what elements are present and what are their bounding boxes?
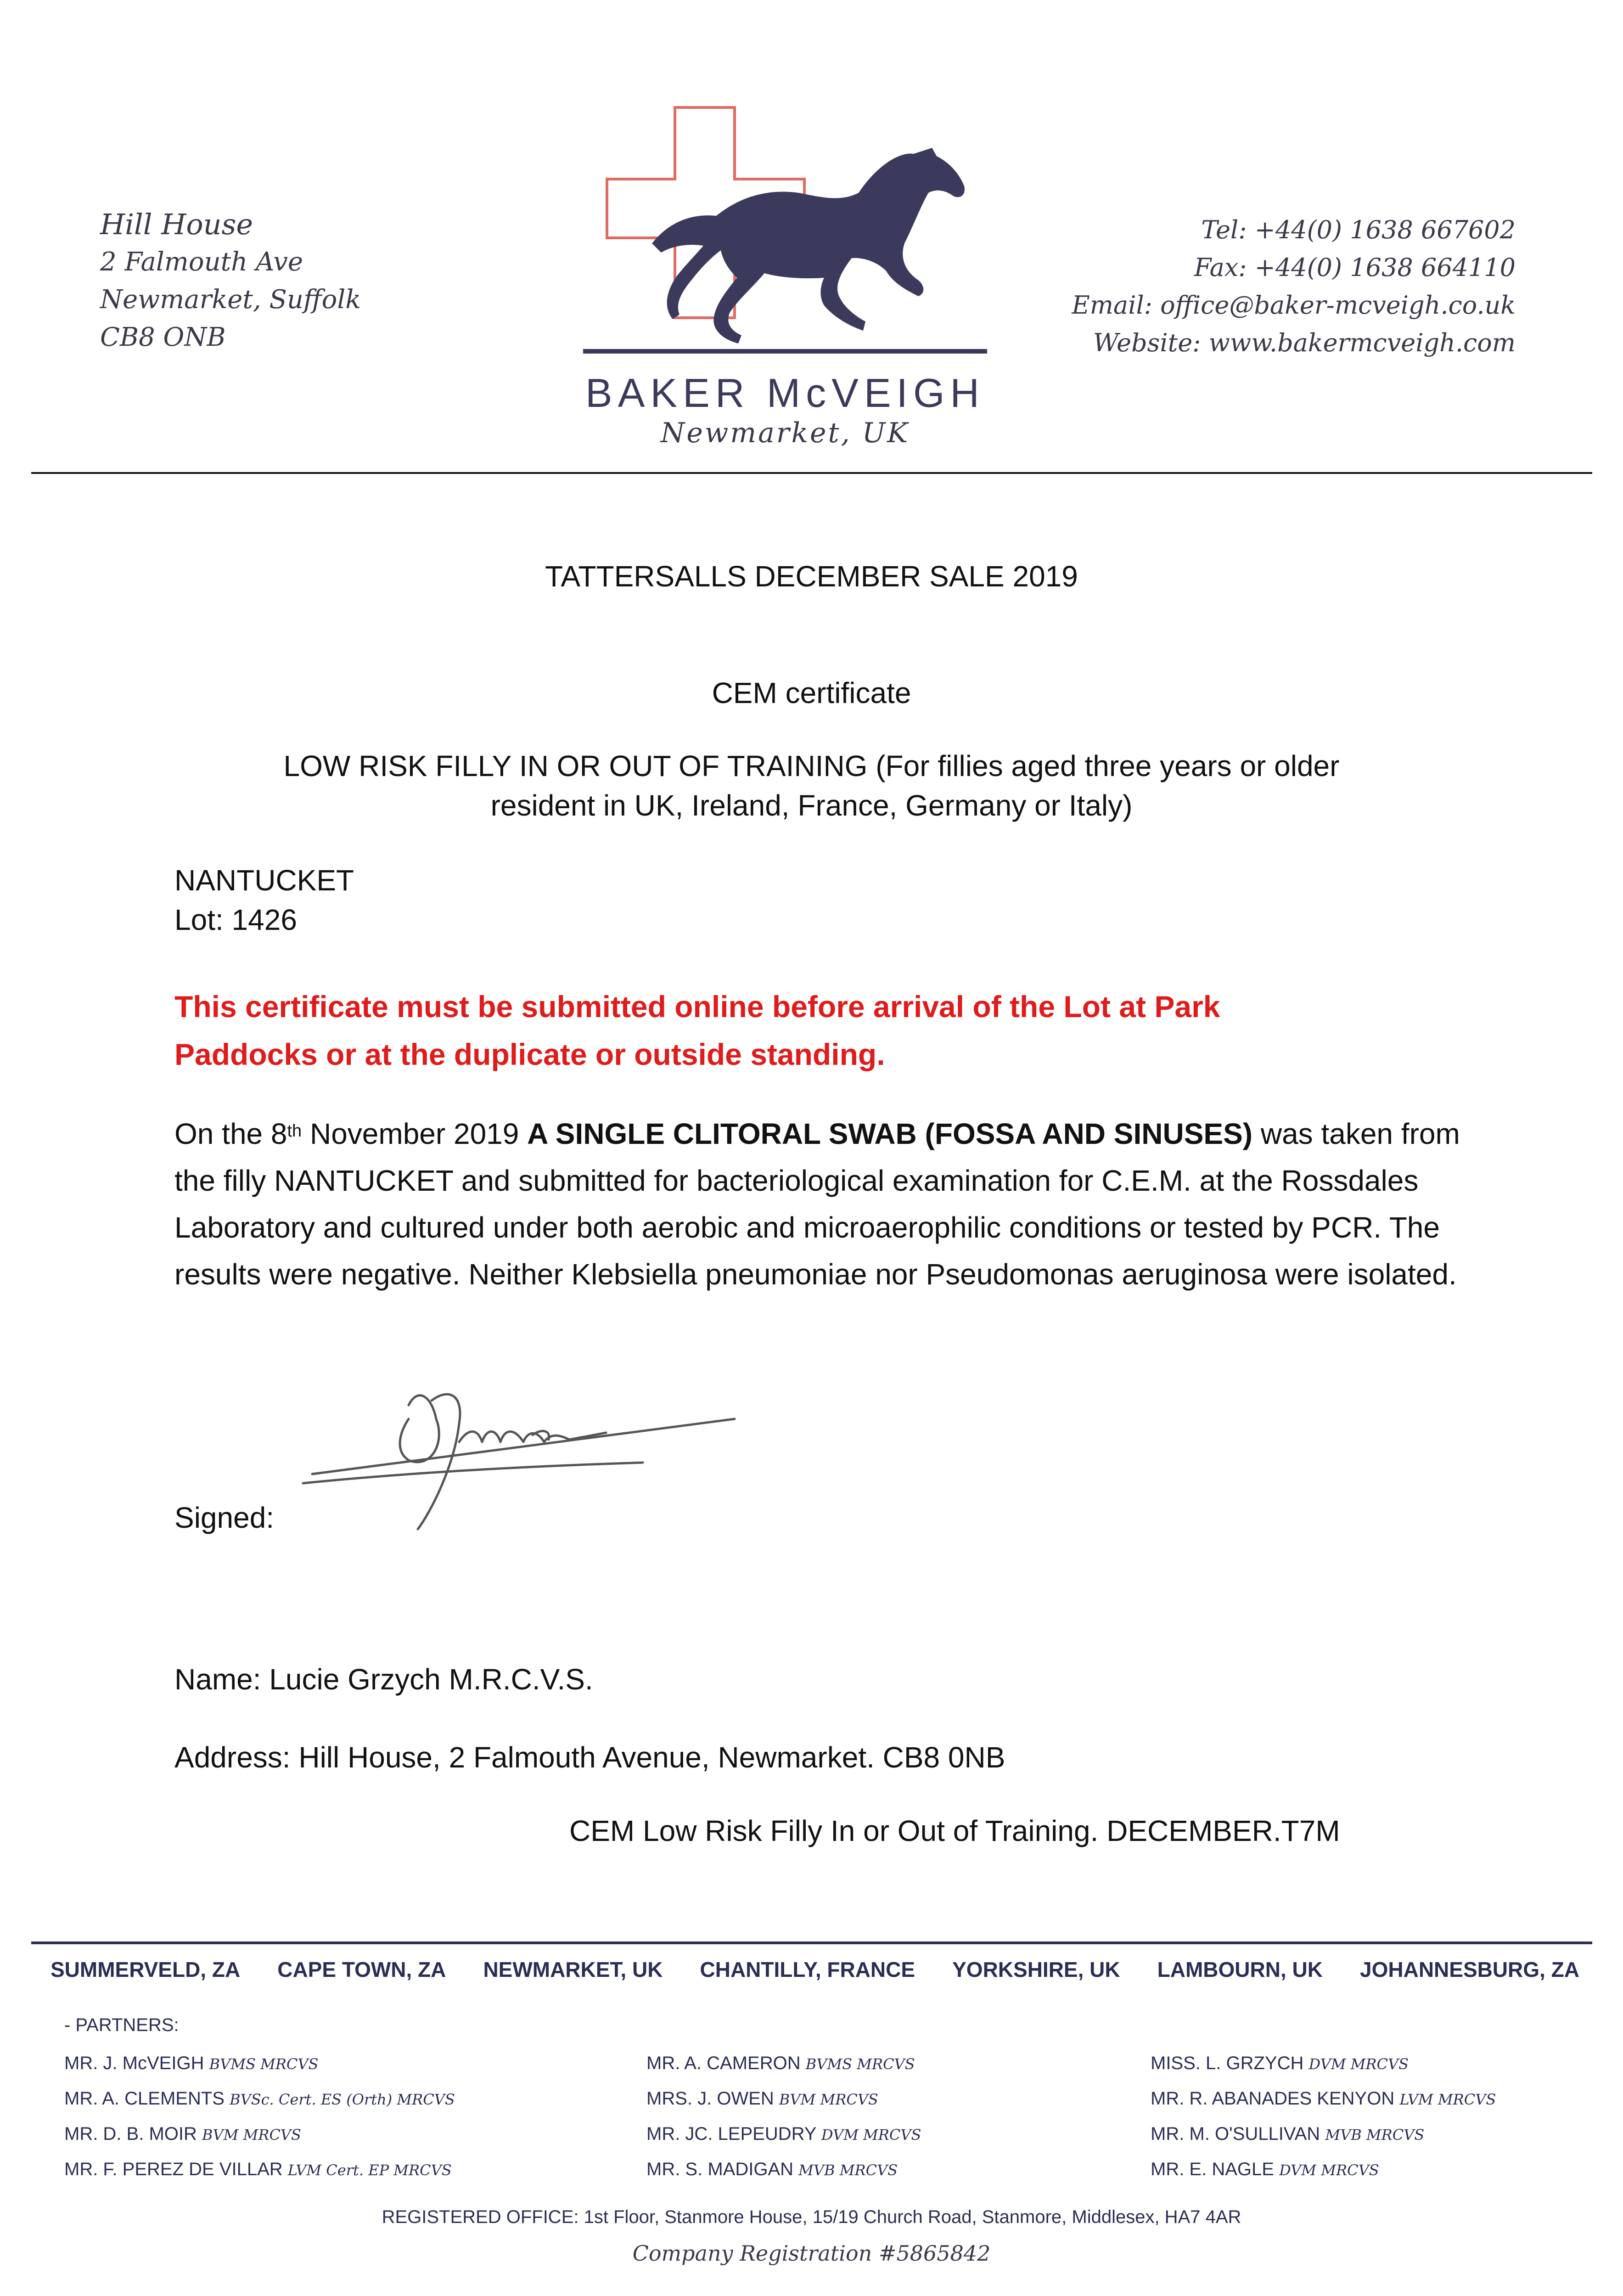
partner-qualifications: BVSc. Cert. ES (Orth) MRCVS <box>230 2091 455 2108</box>
partner-entry <box>646 2152 921 2188</box>
office-location: CAPE TOWN, ZA <box>277 1958 446 1981</box>
partner-qualifications: BVM MRCVS <box>202 2126 301 2144</box>
office-location: SUMMERVELD, ZA <box>51 1958 241 1981</box>
body-text: November 2019 <box>302 1117 528 1150</box>
partner-name: MRS. J. OWEN <box>646 2088 774 2109</box>
partner-name: MR. A. CLEMENTS <box>64 2088 225 2109</box>
office-location: LAMBOURN, UK <box>1157 1958 1323 1981</box>
body-superscript: th <box>287 1121 302 1141</box>
letterhead-contact <box>1072 211 1516 362</box>
partner-name: MR. A. CAMERON <box>646 2053 801 2073</box>
address-line: Newmarket, Suffolk <box>100 285 361 315</box>
partner-qualifications: LVM Cert. EP MRCVS <box>287 2161 452 2179</box>
lot-number: Lot: 1426 <box>174 903 297 936</box>
signatory-address: Address: Hill House, 2 Falmouth Avenue, Newmarket. CB8 0NB <box>174 1741 1005 1774</box>
partner-entry <box>1151 2152 1496 2188</box>
warning-line: This certificate must be submitted online before arrival of the Lot at Park <box>174 990 1220 1024</box>
office-locations <box>51 1957 1579 1982</box>
partner-qualifications: BVMS MRCVS <box>805 2055 915 2073</box>
logo-place: Newmarket, UK <box>660 417 910 449</box>
signed-label: Signed: <box>174 1501 275 1534</box>
partner-qualifications: LVM MRCVS <box>1399 2091 1496 2108</box>
footer-divider <box>31 1941 1592 1944</box>
certificate-title: CEM certificate <box>712 676 911 709</box>
office-location: CHANTILLY, FRANCE <box>700 1958 915 1981</box>
partner-entry <box>64 2152 455 2188</box>
partner-entry <box>646 2117 921 2152</box>
partner-qualifications: DVM MRCVS <box>1279 2161 1379 2179</box>
partner-entry <box>1151 2046 1496 2082</box>
signature-image <box>294 1359 744 1543</box>
body-bold-text: A SINGLE CLITORAL SWAB (FOSSA AND SINUSES) <box>527 1117 1253 1150</box>
partner-qualifications: MVB MRCVS <box>798 2161 898 2179</box>
body-text: On the 8 <box>174 1117 287 1150</box>
certificate-body <box>174 1110 1497 1298</box>
partner-qualifications: MVB MRCVS <box>1325 2126 1425 2144</box>
tel-line: Tel: +44(0) 1638 667602 <box>1201 215 1516 244</box>
handwritten-signature-icon <box>294 1359 744 1543</box>
body-text: was taken from the filly NANTUCKET and submitted for bacteriological examination for C.E.M. at the Rossdales Laboratory and cultured under both aerobic and microaerophilic conditions or tested by PCR. The results were negative. Neither Klebsiella pneumoniae nor Pseudomonas aeruginosa were isolated. <box>174 1117 1460 1291</box>
letterhead-address <box>100 206 361 356</box>
warning-line: Paddocks or at the duplicate or outside standing. <box>174 1037 885 1071</box>
signatory-name: Name: Lucie Grzych M.R.C.V.S. <box>174 1663 593 1696</box>
partner-qualifications: BVMS MRCVS <box>209 2055 319 2073</box>
partner-entry <box>646 2082 921 2117</box>
logo-wordmark: BAKER McVEIGH <box>585 370 985 416</box>
fax-line: Fax: +44(0) 1638 664110 <box>1194 253 1516 282</box>
risk-title-line: resident in UK, Ireland, France, Germany or Italy) <box>490 789 1133 822</box>
risk-title-line: LOW RISK FILLY IN OR OUT OF TRAINING (For fillies aged three years or older <box>283 749 1340 782</box>
registered-office: REGISTERED OFFICE: 1st Floor, Stanmore House, 15/19 Church Road, Stanmore, Middlesex, HA7 4AR <box>382 2207 1241 2227</box>
partners-label: - PARTNERS: <box>64 2015 179 2035</box>
partner-entry <box>64 2082 455 2117</box>
office-location: JOHANNESBURG, ZA <box>1360 1958 1579 1981</box>
risk-category-title <box>0 746 1623 825</box>
partner-name: MR. J. McVEIGH <box>64 2053 204 2073</box>
baker-mcveigh-logo <box>583 106 1005 455</box>
partner-qualifications: DVM MRCVS <box>821 2126 921 2144</box>
partners-column <box>1151 2046 1496 2188</box>
partner-name: MR. D. B. MOIR <box>64 2124 197 2144</box>
partner-qualifications: DVM MRCVS <box>1309 2055 1409 2073</box>
email-line[interactable]: Email: office@baker-mcveigh.co.uk <box>1072 291 1516 320</box>
address-line: CB8 ONB <box>100 322 226 352</box>
office-location: NEWMARKET, UK <box>483 1958 663 1981</box>
partner-entry <box>646 2046 921 2082</box>
partner-name: MR. S. MADIGAN <box>646 2159 794 2179</box>
company-registration: Company Registration #5865842 <box>632 2241 991 2266</box>
document-reference: CEM Low Risk Filly In or Out of Training. DECEMBER.T7M <box>569 1814 1340 1847</box>
submission-warning <box>174 983 1460 1078</box>
partner-name: MR. E. NAGLE <box>1151 2159 1274 2179</box>
office-location: YORKSHIRE, UK <box>952 1958 1120 1981</box>
partner-entry <box>64 2117 455 2152</box>
website-line[interactable]: Website: www.bakermcveigh.com <box>1093 328 1516 357</box>
partner-entry <box>64 2046 455 2082</box>
partner-name: MISS. L. GRZYCH <box>1151 2053 1304 2073</box>
partner-entry <box>1151 2082 1496 2117</box>
horse-name: NANTUCKET <box>174 864 354 897</box>
partner-entry <box>1151 2117 1496 2152</box>
partners-column <box>646 2046 921 2188</box>
partner-qualifications: BVM MRCVS <box>779 2091 878 2108</box>
address-line: Hill House <box>100 208 253 241</box>
header-divider <box>31 472 1592 474</box>
address-line: 2 Falmouth Ave <box>100 247 303 277</box>
partner-name: MR. JC. LEPEUDRY <box>646 2124 816 2144</box>
sale-title: TATTERSALLS DECEMBER SALE 2019 <box>545 560 1078 593</box>
horse-details <box>174 861 354 940</box>
partner-name: MR. F. PEREZ DE VILLAR <box>64 2159 283 2179</box>
partner-name: MR. R. ABANADES KENYON <box>1151 2088 1395 2109</box>
partners-column <box>64 2046 455 2188</box>
partner-name: MR. M. O'SULLIVAN <box>1151 2124 1320 2144</box>
